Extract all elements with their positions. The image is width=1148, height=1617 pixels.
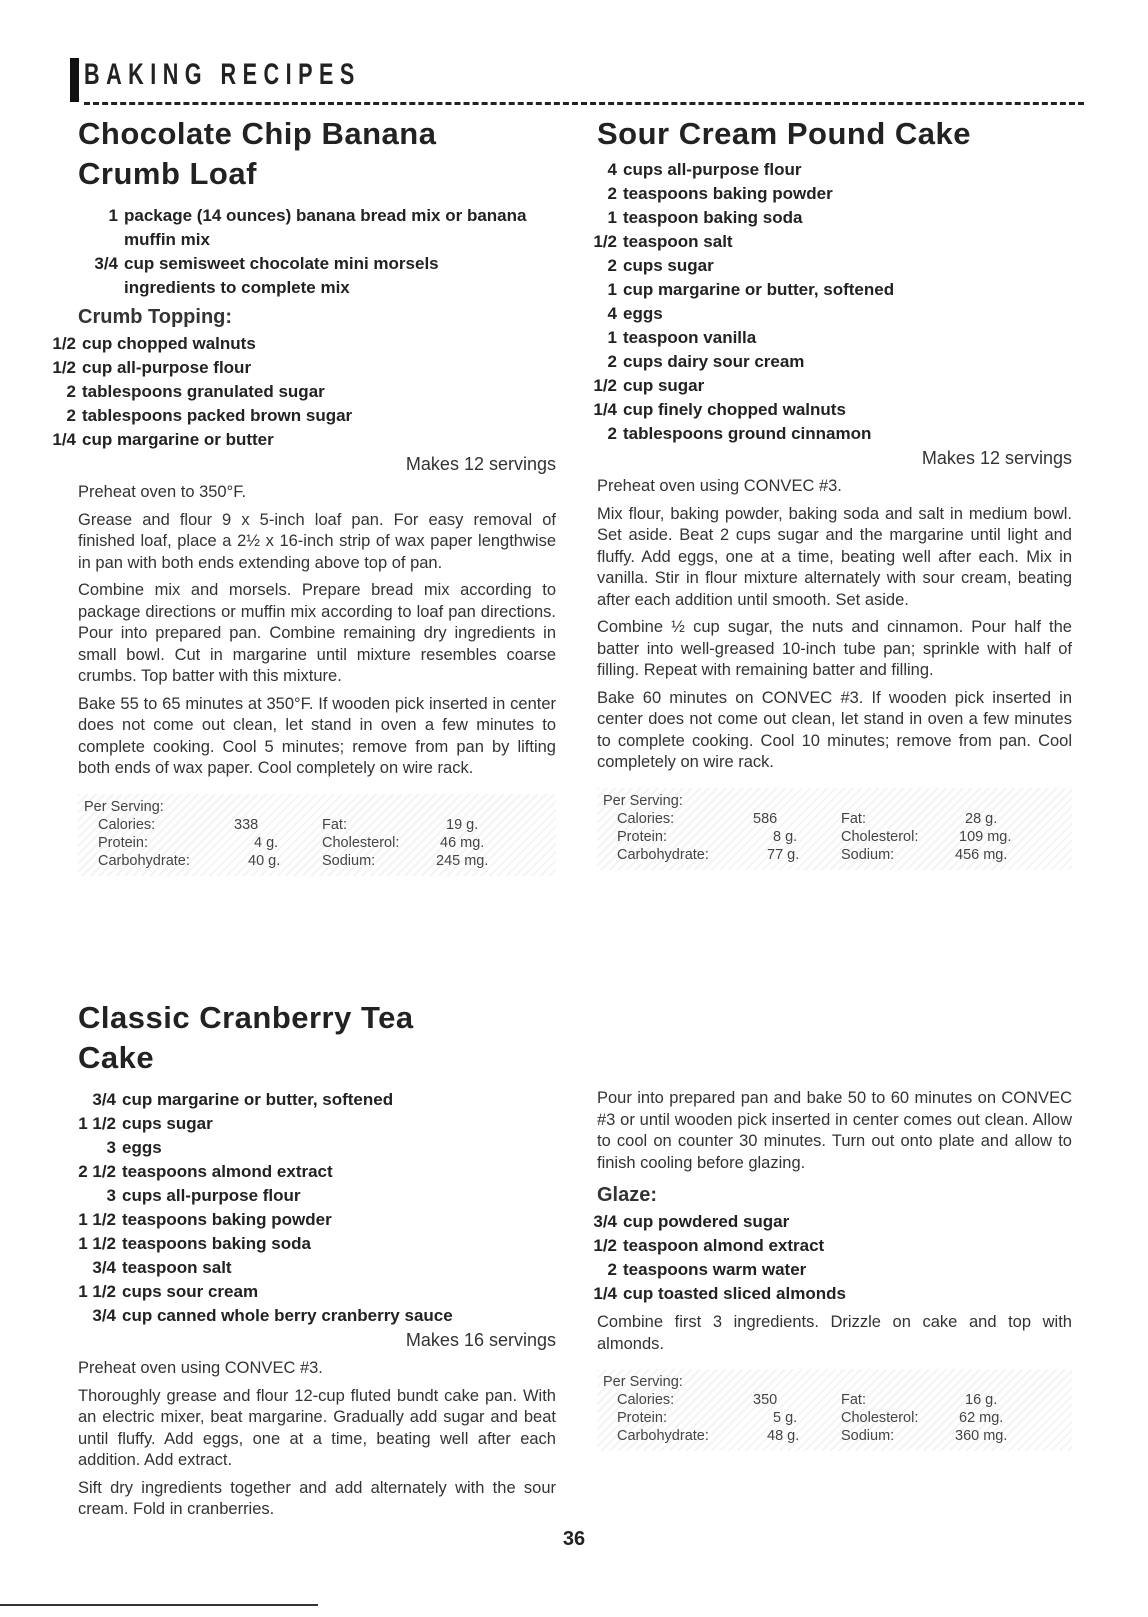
ingredient-text: cups all-purpose flour xyxy=(623,160,802,179)
ingredient-text: teaspoon almond extract xyxy=(623,1236,825,1255)
ingredient-item xyxy=(577,1282,1072,1306)
ingredient-text: cup margarine or butter xyxy=(82,430,274,449)
recipe-title-line: Classic Cranberry Tea xyxy=(78,1000,414,1035)
ingredient-item xyxy=(577,158,1072,182)
ingredient-text: teaspoon salt xyxy=(623,232,733,251)
nutrition-value: 109 mg. xyxy=(959,828,1012,845)
nutrition-label: Fat: xyxy=(841,1392,866,1408)
ingredient-text: cup sugar xyxy=(623,376,705,395)
ingredient-text: teaspoons baking soda xyxy=(122,1234,311,1253)
glaze-list xyxy=(577,1210,1072,1306)
nutrition-value: 40 g. xyxy=(248,852,281,869)
instruction-paragraph: Combine mix and morsels. Prepare bread mix according to package directions or muffin mix according to loaf pan directions. Pour into prepared pan. Combine remaining dry ingredients in small bowl. Cut in margarine until mixture resembles coarse crumbs. Top batter with this mixture. xyxy=(78,581,556,685)
nutrition-value: 586 xyxy=(753,810,778,827)
ingredient-quantity: 1 xyxy=(607,328,617,347)
ingredient-quantity: 3/4 xyxy=(593,1212,617,1231)
nutrition-row xyxy=(84,816,548,834)
nutrition-label: Cholesterol: xyxy=(841,1410,919,1426)
servings-yield: Makes 16 servings xyxy=(405,1330,556,1350)
footer-rule xyxy=(0,1604,318,1606)
ingredient-quantity: 2 xyxy=(607,256,617,275)
ingredient-text: cup chopped walnuts xyxy=(82,334,256,353)
ingredient-text: teaspoons warm water xyxy=(623,1260,807,1279)
nutrition-row xyxy=(603,1427,1064,1445)
ingredient-text: cup margarine or butter, softened xyxy=(122,1090,394,1109)
ingredient-item xyxy=(577,278,1072,302)
nutrition-row xyxy=(603,1409,1064,1427)
ingredient-text: eggs xyxy=(122,1138,162,1157)
recipe-sour-cream-pound-cake xyxy=(593,114,1072,870)
ingredient-text: eggs xyxy=(623,304,663,323)
recipe-cranberry-continued xyxy=(593,1082,1072,1451)
instruction-paragraph: Mix flour, baking powder, baking soda and salt in medium bowl. Set aside. Beat 2 cups sugar and the margarine until light and fluffy. Add eggs, one at a time, beating well after each. Mix in vanilla. Stir in flour mixture alternately with sour cream, beating after each addition until smooth. Set aside. xyxy=(597,504,1072,609)
ingredient-item xyxy=(577,326,1072,350)
ingredient-quantity: 3 xyxy=(106,1186,116,1205)
ingredient-item xyxy=(76,1208,556,1232)
nutrition-row xyxy=(84,852,548,870)
servings-yield: Makes 12 servings xyxy=(405,454,556,474)
ingredient-quantity: 3 xyxy=(106,1138,116,1157)
ingredient-item xyxy=(577,374,1072,398)
nutrition-value: 338 xyxy=(234,816,259,833)
ingredient-item xyxy=(78,204,556,252)
section-title: BAKING RECIPES xyxy=(84,58,361,91)
topping-list xyxy=(36,332,556,452)
ingredient-quantity: 1 1/2 xyxy=(78,1114,116,1133)
ingredient-quantity: 1 1/2 xyxy=(78,1234,116,1253)
nutrition-value: 4 g. xyxy=(254,834,279,851)
ingredient-item xyxy=(76,1184,556,1208)
ingredient-text: teaspoons almond extract xyxy=(122,1162,333,1181)
ingredient-quantity: 2 xyxy=(607,184,617,203)
nutrition-label: Sodium: xyxy=(841,1428,895,1444)
nutrition-row xyxy=(84,798,548,816)
recipe-title-line: Chocolate Chip Banana xyxy=(78,116,437,151)
ingredient-quantity: 1/2 xyxy=(593,1236,617,1255)
header-rule xyxy=(84,102,1084,105)
ingredient-item xyxy=(36,356,556,380)
nutrition-label: Calories: xyxy=(617,810,675,827)
ingredient-quantity: 1/4 xyxy=(593,400,617,419)
ingredient-text: cup canned whole berry cranberry sauce xyxy=(122,1306,453,1325)
page-number: 36 xyxy=(562,1528,586,1550)
ingredient-quantity: 2 xyxy=(66,406,76,425)
ingredient-text: cups dairy sour cream xyxy=(623,352,805,371)
nutrition-label: Protein: xyxy=(617,828,667,845)
ingredient-text: cup toasted sliced almonds xyxy=(623,1284,846,1303)
nutrition-value: 77 g. xyxy=(767,846,800,863)
ingredient-item xyxy=(577,1234,1072,1258)
nutrition-label: Carbohydrate: xyxy=(617,846,709,863)
instruction-paragraph: Bake 60 minutes on CONVEC #3. If wooden pick inserted in center does not come out clean, let stand in oven a few minutes to complete cooking. Cool 10 minutes; remove from pan. Cool completely on wire rack. xyxy=(597,688,1072,771)
ingredient-quantity: 2 xyxy=(66,382,76,401)
instruction-paragraph: Preheat oven using CONVEC #3. xyxy=(78,1359,323,1377)
ingredient-item xyxy=(76,1136,556,1160)
ingredient-quantity: 1 1/2 xyxy=(78,1210,116,1229)
instruction-paragraph: Preheat oven using CONVEC #3. xyxy=(597,477,842,495)
ingredient-item xyxy=(76,1112,556,1136)
nutrition-row xyxy=(603,792,1064,810)
subheading: Glaze: xyxy=(597,1184,658,1206)
nutrition-label: Fat: xyxy=(322,816,347,833)
instructions xyxy=(78,482,556,780)
ingredient-text: teaspoons baking powder xyxy=(623,184,833,203)
instructions xyxy=(78,1358,556,1521)
instruction-paragraph: Sift dry ingredients together and add alternately with the sour cream. Fold in cranberries. xyxy=(78,1478,556,1518)
ingredient-item xyxy=(577,1210,1072,1234)
ingredient-text: cup semisweet chocolate mini morsels xyxy=(124,254,439,273)
nutrition-heading: Per Serving: xyxy=(603,1374,683,1390)
nutrition-value: 19 g. xyxy=(446,816,479,833)
servings-yield: Makes 12 servings xyxy=(921,448,1072,468)
instruction-paragraph: Preheat oven to 350°F. xyxy=(78,483,247,501)
ingredient-list xyxy=(76,1088,556,1328)
ingredient-quantity: 2 1/2 xyxy=(78,1162,116,1181)
recipe-title xyxy=(78,114,556,194)
ingredient-text: cup powdered sugar xyxy=(623,1212,790,1231)
ingredient-text: cups all-purpose flour xyxy=(122,1186,301,1205)
ingredient-item xyxy=(577,230,1072,254)
header-bar xyxy=(70,58,79,102)
nutrition-value: 28 g. xyxy=(965,810,998,827)
instructions xyxy=(597,476,1072,774)
ingredient-item xyxy=(577,398,1072,422)
nutrition-label: Cholesterol: xyxy=(841,828,919,845)
nutrition-row xyxy=(84,834,548,852)
nutrition-label: Carbohydrate: xyxy=(617,1428,709,1444)
ingredient-quantity: 3/4 xyxy=(92,1306,116,1325)
instruction-paragraph: Grease and flour 9 x 5-inch loaf pan. For easy removal of finished loaf, place a 2½ x 16-inch strip of wax paper lengthwise in pan with both ends extending above top of pan. xyxy=(78,510,556,572)
nutrition-heading: Per Serving: xyxy=(603,792,683,809)
ingredient-list xyxy=(577,158,1072,446)
nutrition-box xyxy=(597,1369,1072,1451)
ingredient-item xyxy=(76,1280,556,1304)
ingredient-quantity: 1 xyxy=(607,280,617,299)
recipe-chocolate-chip-banana xyxy=(52,114,556,876)
nutrition-value: 16 g. xyxy=(965,1392,998,1408)
ingredient-item xyxy=(577,206,1072,230)
ingredient-item xyxy=(76,1304,556,1328)
nutrition-label: Cholesterol: xyxy=(322,834,400,851)
subheading: Crumb Topping: xyxy=(78,306,233,328)
ingredient-quantity: 1/4 xyxy=(52,430,76,449)
ingredient-text: package (14 ounces) banana bread mix or banana muffin mix xyxy=(124,206,527,249)
nutrition-label: Protein: xyxy=(98,834,148,851)
ingredient-quantity: 1/2 xyxy=(593,232,617,251)
nutrition-label: Carbohydrate: xyxy=(98,852,190,869)
nutrition-value: 360 mg. xyxy=(955,1428,1008,1444)
nutrition-heading: Per Serving: xyxy=(84,798,164,815)
recipe-title xyxy=(597,114,1072,154)
ingredient-item xyxy=(78,276,556,300)
nutrition-label: Calories: xyxy=(98,816,156,833)
ingredient-quantity: 1/4 xyxy=(593,1284,617,1303)
ingredient-quantity: 1 xyxy=(108,206,118,225)
ingredient-item xyxy=(76,1160,556,1184)
ingredient-text: teaspoon vanilla xyxy=(623,328,757,347)
recipe-title-line: Cake xyxy=(78,1040,155,1075)
recipe-classic-cranberry-tea-cake xyxy=(78,998,556,1521)
ingredient-quantity: 1/2 xyxy=(52,358,76,377)
ingredient-text: tablespoons packed brown sugar xyxy=(82,406,353,425)
ingredient-item xyxy=(78,252,556,276)
nutrition-value: 8 g. xyxy=(773,828,798,845)
ingredient-quantity: 1 1/2 xyxy=(78,1282,116,1301)
nutrition-row xyxy=(603,1373,1064,1391)
instruction-paragraph: Combine ½ cup sugar, the nuts and cinnamon. Pour half the batter into well-greased 10-inch tube pan; sprinkle with half of filling. Repeat with remaining batter and filling. xyxy=(597,618,1072,679)
recipe-title-line: Sour Cream Pound Cake xyxy=(597,116,971,151)
ingredient-text: cups sour cream xyxy=(122,1282,259,1301)
ingredient-item xyxy=(36,380,556,404)
nutrition-row xyxy=(603,810,1064,828)
nutrition-label: Protein: xyxy=(617,1410,667,1426)
ingredient-item xyxy=(36,404,556,428)
ingredient-quantity: 3/4 xyxy=(92,1258,116,1277)
ingredient-text: teaspoon salt xyxy=(122,1258,232,1277)
ingredient-item xyxy=(577,254,1072,278)
nutrition-value: 62 mg. xyxy=(959,1410,1004,1426)
ingredient-quantity: 1/2 xyxy=(52,334,76,353)
ingredient-text: tablespoons ground cinnamon xyxy=(623,424,872,443)
ingredient-quantity: 1 xyxy=(607,208,617,227)
ingredient-item xyxy=(577,302,1072,326)
ingredient-item xyxy=(76,1256,556,1280)
nutrition-label: Sodium: xyxy=(841,846,895,863)
ingredient-item xyxy=(577,422,1072,446)
ingredient-item xyxy=(577,182,1072,206)
ingredient-quantity: 3/4 xyxy=(94,254,118,273)
nutrition-row xyxy=(603,828,1064,846)
ingredient-text: cup all-purpose flour xyxy=(82,358,252,377)
section-header xyxy=(70,56,1085,106)
ingredient-text: cup finely chopped walnuts xyxy=(623,400,846,419)
recipe-title-line: Crumb Loaf xyxy=(78,156,257,191)
ingredient-text: tablespoons granulated sugar xyxy=(82,382,325,401)
ingredient-quantity: 1/2 xyxy=(593,376,617,395)
nutrition-label: Calories: xyxy=(617,1392,675,1408)
ingredient-text: cup margarine or butter, softened xyxy=(623,280,895,299)
ingredient-quantity: 4 xyxy=(607,304,617,323)
ingredient-quantity: 2 xyxy=(607,352,617,371)
nutrition-box xyxy=(78,794,556,876)
nutrition-box xyxy=(597,788,1072,870)
ingredient-quantity: 2 xyxy=(607,1260,617,1279)
ingredient-list xyxy=(78,204,556,300)
nutrition-label: Sodium: xyxy=(322,852,376,869)
instruction-paragraph: Bake 55 to 65 minutes at 350°F. If wooden pick inserted in center does not come out clean, let stand in oven a few minutes to complete cooking. Cool 5 minutes; remove from pan by lifting both ends of wax paper. Cool completely on wire rack. xyxy=(78,694,556,777)
nutrition-value: 350 xyxy=(753,1392,778,1408)
ingredient-text: cups sugar xyxy=(122,1114,213,1133)
ingredient-item xyxy=(76,1232,556,1256)
glaze-instructions: Combine first 3 ingredients. Drizzle on cake and top with almonds. xyxy=(597,1313,1072,1353)
ingredient-quantity: 3/4 xyxy=(92,1090,116,1109)
ingredient-text: ingredients to complete mix xyxy=(124,278,350,297)
ingredient-text: teaspoon baking soda xyxy=(623,208,803,227)
nutrition-value: 48 g. xyxy=(767,1428,800,1444)
ingredient-item xyxy=(577,1258,1072,1282)
nutrition-value: 456 mg. xyxy=(955,846,1008,863)
ingredient-item xyxy=(577,350,1072,374)
nutrition-value: 5 g. xyxy=(773,1410,798,1426)
ingredient-item xyxy=(76,1088,556,1112)
ingredient-quantity: 4 xyxy=(607,160,617,179)
instruction-paragraph: Thoroughly grease and flour 12-cup fluted bundt cake pan. With an electric mixer, beat margarine. Gradually add sugar and beat until fluffy. Add eggs, one at a time, beating well after each addition. Add extract. xyxy=(78,1386,556,1469)
ingredient-quantity: 2 xyxy=(607,424,617,443)
recipe-title xyxy=(78,998,556,1078)
ingredient-text: cups sugar xyxy=(623,256,714,275)
ingredient-item xyxy=(36,332,556,356)
nutrition-value: 245 mg. xyxy=(436,852,489,869)
nutrition-row xyxy=(603,1391,1064,1409)
nutrition-value: 46 mg. xyxy=(440,834,485,851)
ingredient-item xyxy=(36,428,556,452)
nutrition-row xyxy=(603,846,1064,864)
instructions-continued xyxy=(597,1088,1072,1174)
ingredient-text: teaspoons baking powder xyxy=(122,1210,332,1229)
instruction-paragraph: Pour into prepared pan and bake 50 to 60 minutes on CONVEC #3 or until wooden pick inserted in center comes out clean. Allow to cool on counter 30 minutes. Turn out onto plate and allow to finish cooling before glazing. xyxy=(597,1089,1072,1172)
nutrition-label: Fat: xyxy=(841,810,866,827)
